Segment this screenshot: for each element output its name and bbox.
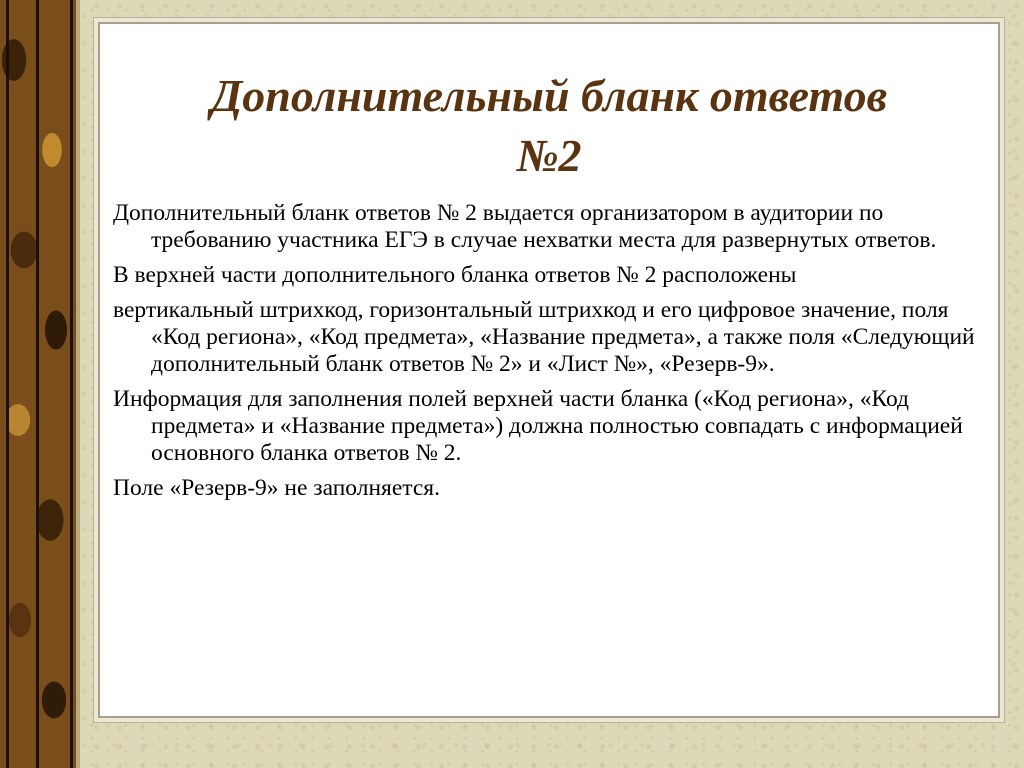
paragraph-5: Поле «Резерв-9» не заполняется. bbox=[113, 475, 440, 501]
slide-body bbox=[113, 200, 995, 510]
strip-divider bbox=[6, 0, 9, 768]
paragraph-1: Дополнительный бланк ответов № 2 выдается организатором в аудитории по требованию участника ЕГЭ в случае нехватки места для развернутых ответов. bbox=[113, 200, 937, 253]
slide-title-line2: №2 bbox=[516, 130, 582, 181]
strip-divider bbox=[70, 0, 73, 768]
slide-content-panel bbox=[98, 22, 1000, 718]
slide-title-line1: Дополнительный бланк ответов bbox=[210, 70, 888, 121]
paragraph-2: В верхней части дополнительного бланка ответов № 2 расположены bbox=[113, 262, 797, 288]
strip-border bbox=[76, 0, 80, 768]
paragraph-3: вертикальный штрихкод, горизонтальный штрихкод и его цифровое значение, поля «Код региона», «Код предмета», «Название предмета», а также поля «Следующий дополнительный бланк ответов № 2» и «Лист №», «Резерв-9». bbox=[113, 297, 975, 377]
slide-title bbox=[100, 66, 998, 186]
paragraph-4: Информация для заполнения полей верхней части бланка («Код региона», «Код предмета» и «Название предмета») должна полностью совпадать с информацией основного бланка ответов № 2. bbox=[113, 386, 963, 466]
strip-divider bbox=[36, 0, 39, 768]
decorative-side-strip bbox=[0, 0, 76, 768]
